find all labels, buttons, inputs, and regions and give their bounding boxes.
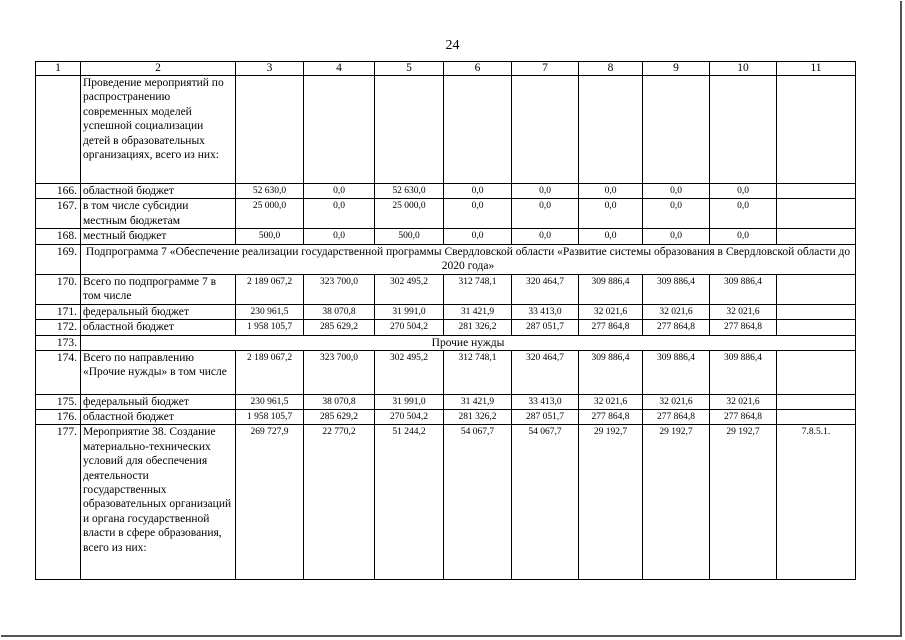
value-col-6: 31 421,9: [444, 394, 512, 409]
value-col-7: 0,0: [512, 184, 579, 199]
value-col-4: 22 770,2: [304, 425, 375, 580]
value-col-9: [643, 76, 710, 184]
value-col-8: 0,0: [579, 199, 643, 229]
value-col-4: [304, 76, 375, 184]
value-col-5: [375, 76, 444, 184]
row-number: 173.: [36, 335, 81, 350]
budget-table: [35, 61, 856, 580]
header-cell-7: 7: [512, 62, 579, 76]
value-col-11: 7.8.5.1.: [777, 425, 856, 580]
row-number: 174.: [36, 350, 81, 394]
value-col-5: 270 504,2: [375, 410, 444, 425]
value-col-8: 309 886,4: [579, 274, 643, 304]
table-row: [36, 229, 856, 244]
value-col-7: 33 413,0: [512, 304, 579, 319]
header-cell-1: 1: [36, 62, 81, 76]
row-label: федеральный бюджет: [81, 304, 236, 319]
row-label: Мероприятие 38. Создание материально-технических условий для обеспечения деятельности государственных образовательных организаций и органа государственной власти в сфере образования, всего из них:: [81, 425, 236, 580]
value-col-4: 0,0: [304, 199, 375, 229]
table-row: [36, 199, 856, 229]
value-col-5: 25 000,0: [375, 199, 444, 229]
value-col-11: [777, 274, 856, 304]
value-col-3: 230 961,5: [236, 394, 304, 409]
value-col-5: 52 630,0: [375, 184, 444, 199]
header-cell-2: 2: [81, 62, 236, 76]
row-number: 175.: [36, 394, 81, 409]
value-col-6: 312 748,1: [444, 274, 512, 304]
value-col-9: 29 192,7: [643, 425, 710, 580]
value-col-7: 287 051,7: [512, 320, 579, 335]
value-col-8: 309 886,4: [579, 350, 643, 394]
header-cell-10: 10: [710, 62, 777, 76]
value-col-3: 269 727,9: [236, 425, 304, 580]
row-label: областной бюджет: [81, 320, 236, 335]
value-col-4: 0,0: [304, 229, 375, 244]
value-col-8: 0,0: [579, 184, 643, 199]
value-col-4: 323 700,0: [304, 350, 375, 394]
value-col-9: 0,0: [643, 229, 710, 244]
value-col-5: 51 244,2: [375, 425, 444, 580]
value-col-7: 33 413,0: [512, 394, 579, 409]
value-col-7: 320 464,7: [512, 350, 579, 394]
row-label: Проведение мероприятий по распространению современных моделей успешной социализации детей в образовательных организациях, всего из них:: [81, 76, 236, 184]
value-col-5: 31 991,0: [375, 304, 444, 319]
value-col-6: 0,0: [444, 199, 512, 229]
value-col-6: 312 748,1: [444, 350, 512, 394]
row-number: 172.: [36, 320, 81, 335]
value-col-10: [710, 76, 777, 184]
value-col-8: 277 864,8: [579, 410, 643, 425]
table-row: [36, 184, 856, 199]
value-col-10: 0,0: [710, 199, 777, 229]
table-row: [36, 304, 856, 319]
header-cell-6: 6: [444, 62, 512, 76]
value-col-4: 38 070,8: [304, 394, 375, 409]
value-col-8: 29 192,7: [579, 425, 643, 580]
value-col-9: 277 864,8: [643, 320, 710, 335]
value-col-11: [777, 76, 856, 184]
value-col-3: 1 958 105,7: [236, 320, 304, 335]
value-col-8: 277 864,8: [579, 320, 643, 335]
table-row: [36, 394, 856, 409]
value-col-10: 0,0: [710, 229, 777, 244]
value-col-10: 277 864,8: [710, 410, 777, 425]
row-label: Всего по направлению «Прочие нужды» в том числе: [81, 350, 236, 394]
table-row: [36, 76, 856, 184]
value-col-6: 281 326,2: [444, 320, 512, 335]
row-number: [36, 76, 81, 184]
value-col-5: 500,0: [375, 229, 444, 244]
value-col-10: 309 886,4: [710, 350, 777, 394]
value-col-7: 320 464,7: [512, 274, 579, 304]
value-col-8: [579, 76, 643, 184]
value-col-5: 302 495,2: [375, 274, 444, 304]
value-col-3: [236, 76, 304, 184]
value-col-8: 32 021,6: [579, 304, 643, 319]
header-cell-5: 5: [375, 62, 444, 76]
value-col-3: 2 189 067,2: [236, 350, 304, 394]
value-col-7: 0,0: [512, 229, 579, 244]
value-col-10: 309 886,4: [710, 274, 777, 304]
value-col-3: 2 189 067,2: [236, 274, 304, 304]
value-col-9: 32 021,6: [643, 394, 710, 409]
row-label: местный бюджет: [81, 229, 236, 244]
row-number: 170.: [36, 274, 81, 304]
value-col-9: 32 021,6: [643, 304, 710, 319]
value-col-11: [777, 320, 856, 335]
row-label: Всего по подпрограмме 7 в том числе: [81, 274, 236, 304]
value-col-10: 277 864,8: [710, 320, 777, 335]
row-label: областной бюджет: [81, 410, 236, 425]
table-row: [36, 350, 856, 394]
value-col-11: [777, 199, 856, 229]
header-cell-4: 4: [304, 62, 375, 76]
table-row: [36, 425, 856, 580]
row-label: областной бюджет: [81, 184, 236, 199]
section-title: Подпрограмма 7 «Обеспечение реализации государственной программы Свердловской области «Развитие системы образования в Свердловской области до 2020 года»: [81, 244, 856, 274]
value-col-3: 500,0: [236, 229, 304, 244]
value-col-8: 32 021,6: [579, 394, 643, 409]
row-number: 166.: [36, 184, 81, 199]
value-col-3: 1 958 105,7: [236, 410, 304, 425]
value-col-11: [777, 394, 856, 409]
table-row: [36, 244, 856, 274]
value-col-9: 309 886,4: [643, 350, 710, 394]
row-number: 176.: [36, 410, 81, 425]
value-col-11: [777, 304, 856, 319]
value-col-4: 38 070,8: [304, 304, 375, 319]
header-row: [36, 62, 856, 76]
value-col-7: 287 051,7: [512, 410, 579, 425]
value-col-3: 230 961,5: [236, 304, 304, 319]
row-number: 167.: [36, 199, 81, 229]
value-col-10: 0,0: [710, 184, 777, 199]
section-title: Прочие нужды: [81, 335, 856, 350]
value-col-10: 32 021,6: [710, 394, 777, 409]
value-col-7: 0,0: [512, 199, 579, 229]
value-col-9: 309 886,4: [643, 274, 710, 304]
value-col-3: 25 000,0: [236, 199, 304, 229]
value-col-11: [777, 184, 856, 199]
value-col-7: [512, 76, 579, 184]
value-col-9: 0,0: [643, 199, 710, 229]
page-number: 24: [445, 38, 460, 53]
header-cell-8: 8: [579, 62, 643, 76]
value-col-4: 285 629,2: [304, 320, 375, 335]
value-col-11: [777, 350, 856, 394]
value-col-4: 323 700,0: [304, 274, 375, 304]
row-number: 171.: [36, 304, 81, 319]
header-cell-9: 9: [643, 62, 710, 76]
row-number: 169.: [36, 244, 81, 274]
value-col-7: 54 067,7: [512, 425, 579, 580]
value-col-5: 302 495,2: [375, 350, 444, 394]
value-col-6: 0,0: [444, 229, 512, 244]
value-col-6: [444, 76, 512, 184]
value-col-9: 277 864,8: [643, 410, 710, 425]
value-col-3: 52 630,0: [236, 184, 304, 199]
row-number: 177.: [36, 425, 81, 580]
header-cell-3: 3: [236, 62, 304, 76]
table-row: [36, 335, 856, 350]
value-col-8: 0,0: [579, 229, 643, 244]
value-col-11: [777, 229, 856, 244]
value-col-4: 0,0: [304, 184, 375, 199]
value-col-4: 285 629,2: [304, 410, 375, 425]
value-col-10: 32 021,6: [710, 304, 777, 319]
value-col-10: 29 192,7: [710, 425, 777, 580]
value-col-5: 31 991,0: [375, 394, 444, 409]
value-col-11: [777, 410, 856, 425]
row-label: в том числе субсидии местным бюджетам: [81, 199, 236, 229]
table-row: [36, 410, 856, 425]
value-col-6: 31 421,9: [444, 304, 512, 319]
table-row: [36, 320, 856, 335]
row-number: 168.: [36, 229, 81, 244]
header-cell-11: 11: [777, 62, 856, 76]
value-col-9: 0,0: [643, 184, 710, 199]
value-col-5: 270 504,2: [375, 320, 444, 335]
value-col-6: 281 326,2: [444, 410, 512, 425]
value-col-6: 54 067,7: [444, 425, 512, 580]
table-row: [36, 274, 856, 304]
row-label: федеральный бюджет: [81, 394, 236, 409]
value-col-6: 0,0: [444, 184, 512, 199]
